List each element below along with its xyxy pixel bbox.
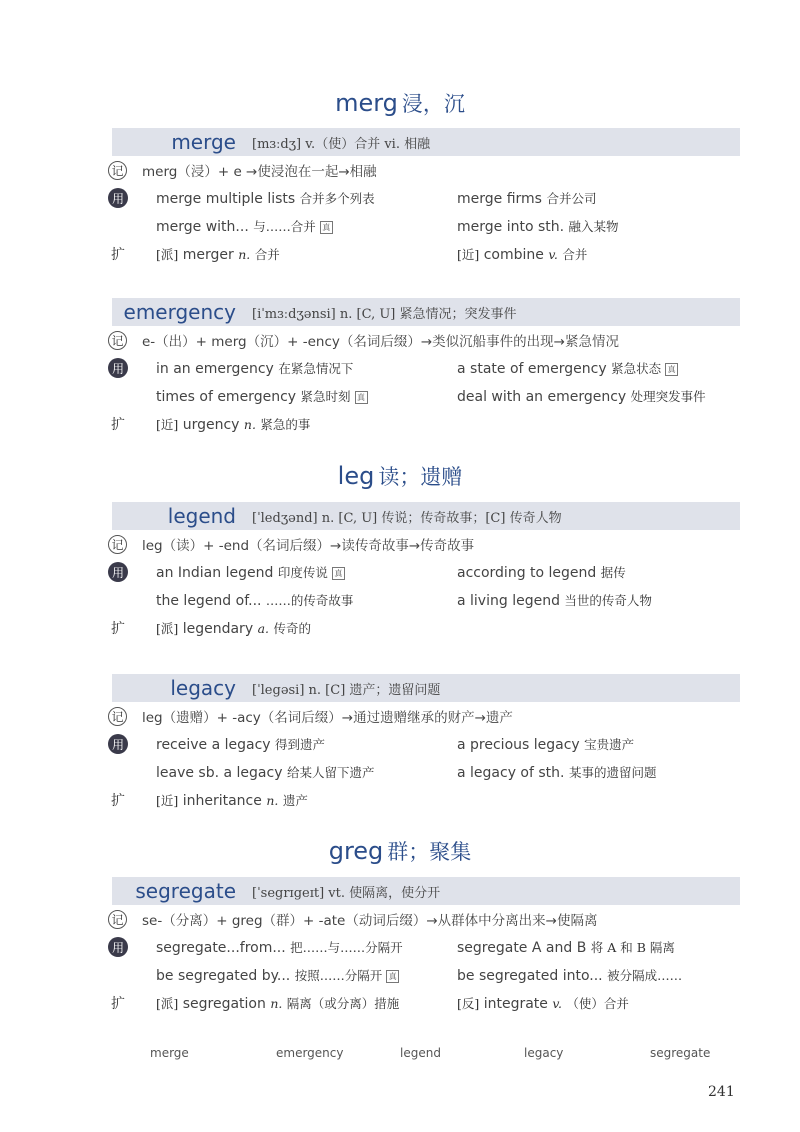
usage-item: merge firms 合并公司 [457,191,597,207]
root-word: leg [337,462,375,490]
entry-segregate [112,877,740,1017]
exam-mark: 真 [332,567,345,580]
footer-word: legend [400,1046,441,1060]
usage-item: a precious legacy 宝贵遗产 [457,737,635,753]
root-word: greg [328,837,384,865]
usage-item: leave sb. a legacy 给某人留下遗产 [156,765,375,781]
etymology-line [112,905,740,933]
extend-item: [近] urgency n. 紧急的事 [156,417,311,433]
definition: [ˈledʒənd] n. [C, U] 传说；传奇故事；[C] 传奇人物 [252,510,562,526]
usage-item: times of emergency 紧急时刻 真 [156,387,368,405]
usage-icon: 用 [108,562,128,582]
usage-item: the legend of... ……的传奇故事 [156,593,354,609]
headword-band [112,877,740,905]
usage-line [112,586,740,614]
headword: merge [171,130,236,154]
extend-line [112,989,740,1017]
headword-band [112,502,740,530]
headword: segregate [135,879,236,903]
usage-item: deal with an emergency 处理突发事件 [457,389,706,405]
footer-word: emergency [276,1046,344,1060]
usage-item: segregate A and B 将 A 和 B 隔离 [457,940,675,956]
usage-icon: 用 [108,937,128,957]
usage-item: according to legend 据传 [457,565,626,581]
root-meaning: 群；聚集 [387,840,472,864]
headword: legacy [170,676,236,700]
footer-word-index [112,1046,740,1066]
memory-icon: 记 [108,910,127,929]
etymology: se-（分离）+ greg（群）+ -ate（动词后缀）→从群体中分离出来→使隔离 [142,913,598,929]
usage-item: receive a legacy 得到遗产 [156,737,326,753]
memory-icon: 记 [108,535,127,554]
headword-band [112,674,740,702]
extend-line [112,786,740,814]
extend-item: [派] segregation n. 隔离（或分离）措施 [156,996,400,1012]
entry-merge [112,128,740,268]
exam-mark: 真 [386,970,399,983]
memory-icon: 记 [108,707,127,726]
usage-icon: 用 [108,734,128,754]
etymology: leg（读）+ -end（名词后缀）→读传奇故事→传奇故事 [142,538,475,554]
usage-line [112,758,740,786]
extend-item: [反] integrate v. （使）合并 [457,996,629,1012]
exam-mark: 真 [665,363,678,376]
root-word: merg [335,89,398,117]
extend-icon: 扩 [111,417,125,433]
entry-legend [112,502,740,642]
etymology: leg（遗赠）+ -acy（名词后缀）→通过遗赠继承的财产→遗产 [142,710,513,726]
etymology-line [112,530,740,558]
definition: [iˈmɜːdʒənsi] n. [C, U] 紧急情况；突发事件 [252,306,517,322]
usage-line [112,730,740,758]
definition: [ˈsegrɪgeɪt] vt. 使隔离，使分开 [252,885,441,901]
page-number: 241 [708,1084,735,1100]
definition: [ˈlegəsi] n. [C] 遗产；遗留问题 [252,682,441,698]
usage-line [112,558,740,586]
headword-band [112,298,740,326]
usage-item: a legacy of sth. 某事的遗留问题 [457,765,657,781]
extend-item: [派] legendary a. 传奇的 [156,621,311,637]
usage-line [112,382,740,410]
usage-icon: 用 [108,358,128,378]
extend-line [112,240,740,268]
usage-item: merge into sth. 融入某物 [457,219,619,235]
root-title-leg [0,461,800,492]
extend-icon: 扩 [111,621,125,637]
headword: legend [167,504,236,528]
etymology-line [112,702,740,730]
etymology: merg（浸）+ e →使浸泡在一起→相融 [142,164,377,180]
usage-item: in an emergency 在紧急情况下 [156,361,354,377]
extend-item: [派] merger n. 合并 [156,247,280,263]
root-meaning: 读；遗赠 [378,465,463,489]
usage-item: be segregated by... 按照……分隔开 真 [156,966,399,984]
usage-item: merge with... 与……合并 真 [156,217,333,235]
etymology-line [112,156,740,184]
usage-item: be segregated into... 被分隔成…… [457,968,683,984]
usage-item: an Indian legend 印度传说 真 [156,563,345,581]
root-meaning: 浸，沉 [401,92,465,116]
usage-line [112,212,740,240]
extend-icon: 扩 [111,996,125,1012]
root-title-merg [0,88,800,119]
extend-icon: 扩 [111,247,125,263]
extend-line [112,410,740,438]
usage-line [112,354,740,382]
memory-icon: 记 [108,161,127,180]
usage-item: segregate...from... 把……与……分隔开 [156,940,403,956]
etymology-line [112,326,740,354]
entry-emergency [112,298,740,438]
etymology: e-（出）+ merg（沉）+ -ency（名词后缀）→类似沉船事件的出现→紧急情况 [142,334,619,350]
footer-word: merge [150,1046,189,1060]
root-title-greg [0,836,800,867]
usage-item: a state of emergency 紧急状态 真 [457,359,678,377]
usage-line [112,933,740,961]
usage-icon: 用 [108,188,128,208]
usage-line [112,184,740,212]
usage-item: merge multiple lists 合并多个列表 [156,191,375,207]
extend-item: [近] inheritance n. 遗产 [156,793,308,809]
usage-line [112,961,740,989]
headword: emergency [123,300,236,324]
headword-band [112,128,740,156]
extend-line [112,614,740,642]
definition: [mɜːdʒ] v.（使）合并 vi. 相融 [252,136,431,152]
extend-item: [近] combine v. 合并 [457,247,588,263]
usage-item: a living legend 当世的传奇人物 [457,593,652,609]
extend-icon: 扩 [111,793,125,809]
footer-word: segregate [650,1046,711,1060]
exam-mark: 真 [320,221,333,234]
memory-icon: 记 [108,331,127,350]
entry-legacy [112,674,740,814]
exam-mark: 真 [355,391,368,404]
footer-word: legacy [524,1046,564,1060]
